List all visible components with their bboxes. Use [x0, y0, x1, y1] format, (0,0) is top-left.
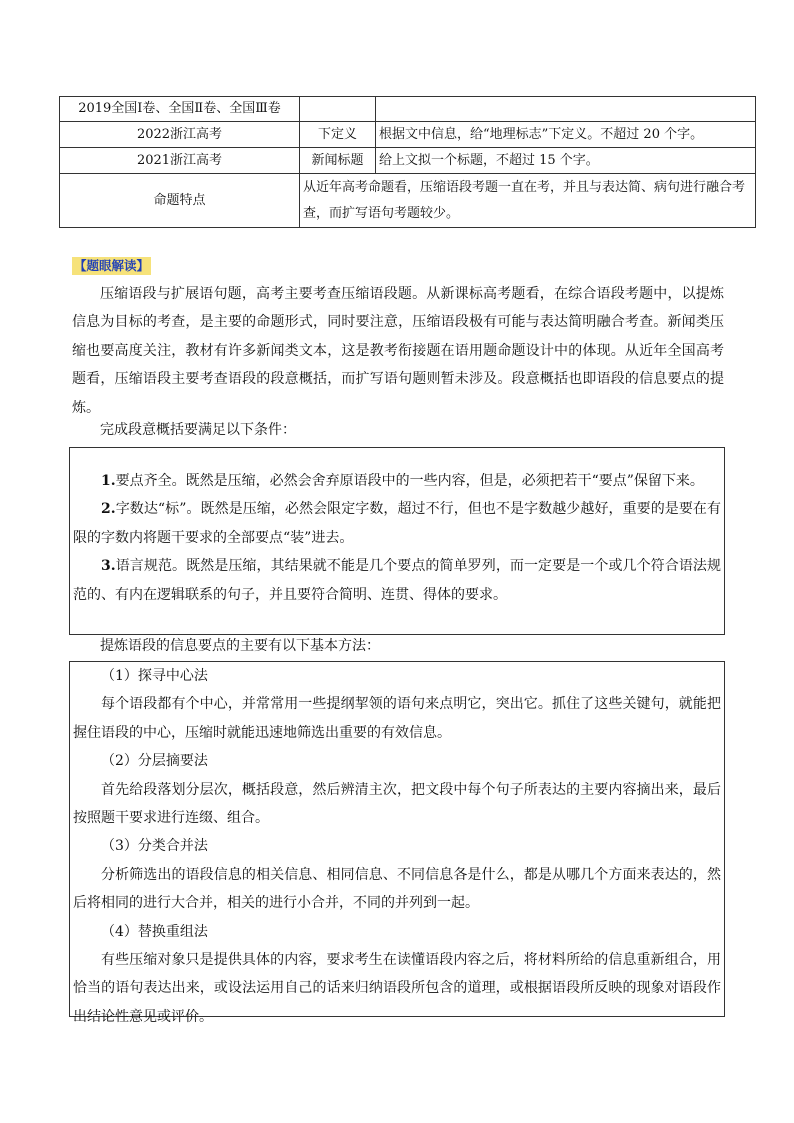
condition-item [73, 552, 721, 609]
condition-text: 要点齐全。既然是压缩，必然会舍弃原语段中的一些内容，但是，必须把若干“要点”保留下来。 [115, 473, 704, 489]
table-row-features [60, 174, 756, 228]
table-cell-type [300, 97, 376, 122]
method-description: 每个语段都有个中心，并常常用一些提纲挈领的语句来点明它，突出它。抓住了这些关键句，就能把握住语段的中心，压缩时就能迅速地筛选出重要的有效信息。 [73, 696, 721, 741]
condition-text: 语言规范。既然是压缩，其结果就不能是几个要点的简单罗列，而一定要是一个或几个符合语法规范的、有内在逻辑联系的句子，并且要符合简明、连贯、得体的要求。 [73, 558, 721, 603]
table-row [60, 122, 756, 148]
features-label: 命题特点 [60, 174, 300, 228]
table-cell-source: 2022浙江高考 [60, 122, 300, 148]
exam-table [59, 96, 756, 228]
conditions-intro: 完成段意概括要满足以下条件： [100, 422, 296, 438]
methods-box [69, 661, 725, 1025]
table-cell-type: 新闻标题 [300, 148, 376, 174]
method-description: 首先给段落划分层次，概括段意，然后辨清主次，把文段中每个句子所表达的主要内容摘出来，最后按照题干要求进行连缀、组合。 [73, 781, 721, 827]
table-row [60, 97, 756, 122]
condition-number: 2. [101, 501, 116, 518]
method-description: 有些压缩对象只是提供具体的内容，要求考生在读懂语段内容之后，将材料所给的信息重新组合，用恰当的语句表达出来，或设法运用自己的话来归纳语段所包含的道理，或根据语段所反映的现象对语段作出结论性意见或评价。 [73, 952, 721, 1025]
table-cell-source: 2019全国Ⅰ卷、全国Ⅱ卷、全国Ⅲ卷 [60, 97, 300, 122]
conditions-box [69, 447, 725, 635]
methods-intro: 提炼语段的信息要点的主要有以下基本方法： [100, 638, 380, 654]
method-description: 分析筛选出的语段信息的相关信息、相同信息、不同信息各是什么，都是从哪几个方面来表达的，然后将相同的进行大合并，相关的进行小合并，不同的并列到一起。 [73, 866, 721, 912]
table-cell-task: 给上文拟一个标题，不超过 15 个字。 [376, 148, 756, 174]
condition-text: 字数达“标”。既然是压缩，必然会限定字数，超过不行，但也不是字数越少越好，重要的是要在有限的字数内将题干要求的全部要点“装”进去。 [73, 501, 721, 546]
method-title: （2）分层摘要法 [101, 753, 208, 770]
intro-paragraph: 压缩语段与扩展语句题，高考主要考查压缩语段题。从新课标高考题看，在综合语段考题中，以提炼信息为目标的考查，是主要的命题形式，同时要注意，压缩语段极有可能与表达简明融合考查。新闻类压缩也要高度关注，教材有许多新闻类文本，这是教考衔接题在语用题命题设计中的体现。从近年全国高考题看，压缩语段主要考查语段的段意概括，而扩写语句题则暂未涉及。段意概括也即语段的信息要点的提炼。 [72, 286, 724, 416]
features-text: 从近年高考命题看，压缩语段考题一直在考，并且与表达简、病句进行融合考查，而扩写语句考题较少。 [300, 174, 756, 228]
table-cell-task [376, 97, 756, 122]
table-cell-task: 根据文中信息，给“地理标志”下定义。不超过 20 个字。 [376, 122, 756, 148]
table-row [60, 148, 756, 174]
method-title: （4）替换重组法 [101, 923, 208, 940]
method-title: （3）分类合并法 [101, 838, 208, 855]
method-title: （1）探寻中心法 [101, 668, 208, 684]
condition-number: 3. [101, 558, 116, 575]
condition-item [73, 495, 721, 552]
table-cell-source: 2021浙江高考 [60, 148, 300, 174]
condition-number: 1. [101, 473, 116, 489]
condition-item [73, 467, 721, 495]
section-heading-tag: 【题眼解读】 [74, 258, 150, 273]
table-cell-type: 下定义 [300, 122, 376, 148]
